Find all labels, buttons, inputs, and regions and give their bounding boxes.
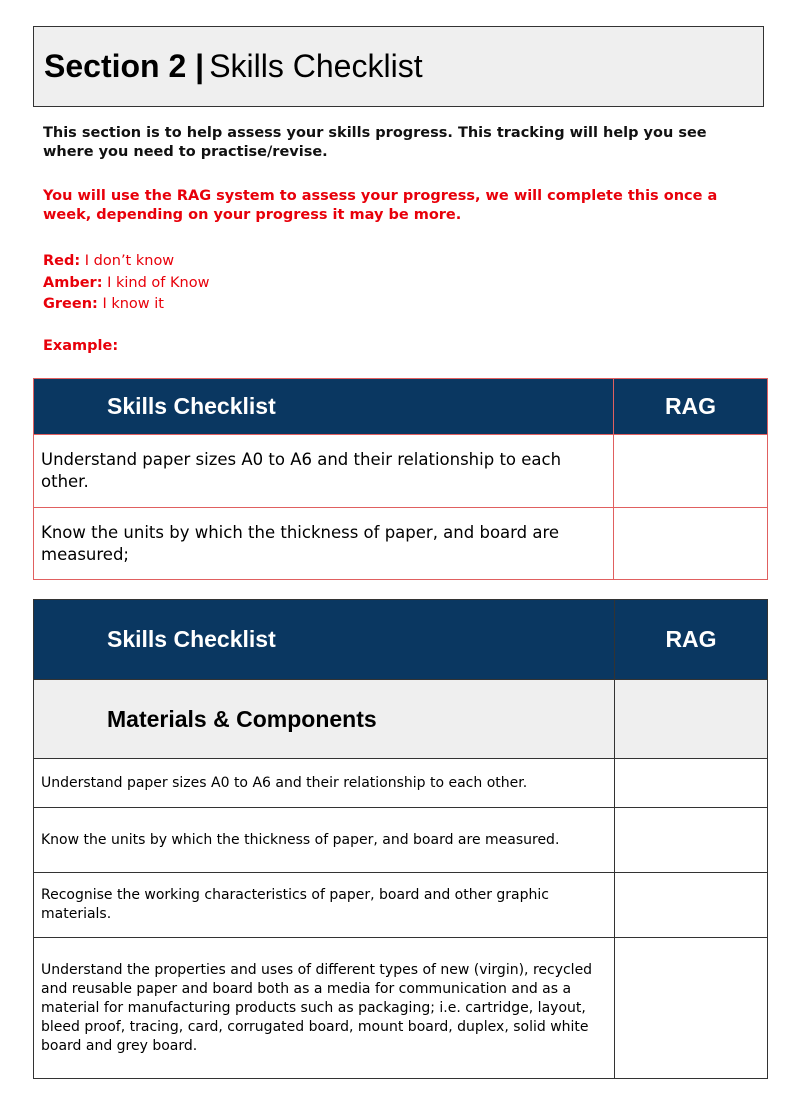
example-checklist-table bbox=[33, 378, 768, 580]
skill-text: Understand the properties and uses of different types of new (virgin), recycled and reusable paper and board both as a media for communication and as a material for manufacturing products such as packaging; i.e. cartridge, layout, bleed proof, tracing, card, corrugated board, mount board, duplex, solid white board and grey board. bbox=[34, 938, 615, 1079]
rag-key-green: Green: I know it bbox=[43, 296, 164, 312]
rag-cell[interactable] bbox=[614, 435, 768, 508]
skills-checklist-header: Skills Checklist bbox=[34, 600, 615, 680]
rag-instructions: You will use the RAG system to assess your progress, we will complete this once a week, depending on your progress it may be more. bbox=[43, 188, 718, 223]
table-row bbox=[34, 759, 768, 808]
skill-text: Understand paper sizes A0 to A6 and their relationship to each other. bbox=[34, 759, 615, 808]
rag-cell[interactable] bbox=[615, 759, 768, 808]
rag-cell[interactable] bbox=[614, 508, 768, 580]
section-heading: Materials & Components bbox=[34, 680, 615, 759]
rag-cell[interactable] bbox=[615, 873, 768, 938]
table-row bbox=[34, 508, 768, 580]
rag-key bbox=[43, 251, 209, 316]
rag-header: RAG bbox=[615, 600, 768, 680]
rag-key-amber: Amber: I kind of Know bbox=[43, 274, 210, 291]
section-title-text: Skills Checklist bbox=[209, 48, 423, 84]
intro-paragraph: This section is to help assess your skills progress. This tracking will help you see where you need to practise/revise. bbox=[43, 125, 707, 160]
section-title bbox=[33, 26, 764, 107]
rag-cell[interactable] bbox=[615, 808, 768, 873]
section-rag-cell bbox=[615, 680, 768, 759]
rag-cell[interactable] bbox=[615, 938, 768, 1079]
skill-text: Know the units by which the thickness of paper, and board are measured; bbox=[34, 508, 614, 580]
table-row bbox=[34, 808, 768, 873]
skills-checklist-table bbox=[33, 599, 768, 1079]
table-row bbox=[34, 435, 768, 508]
section-number: Section 2 | bbox=[44, 48, 205, 84]
table-row bbox=[34, 938, 768, 1079]
skill-text: Understand paper sizes A0 to A6 and their relationship to each other. bbox=[34, 435, 614, 508]
skill-text: Know the units by which the thickness of paper, and board are measured. bbox=[34, 808, 615, 873]
skills-checklist-header: Skills Checklist bbox=[34, 379, 614, 435]
rag-header: RAG bbox=[614, 379, 768, 435]
rag-key-red: Red: I don’t know bbox=[43, 253, 175, 269]
example-label: Example: bbox=[43, 338, 119, 354]
table-row bbox=[34, 873, 768, 938]
section-row bbox=[34, 680, 768, 759]
skill-text: Recognise the working characteristics of paper, board and other graphic materials. bbox=[34, 873, 615, 938]
